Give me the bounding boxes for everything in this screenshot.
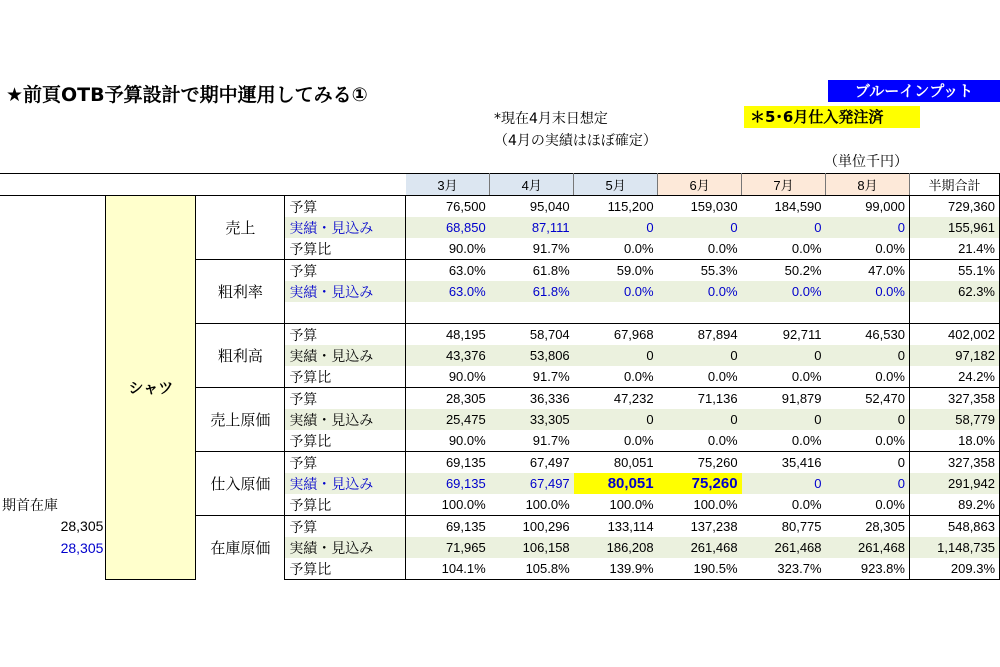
value-cell: 186,208 [574, 537, 658, 558]
row-label: 実績・見込み [285, 537, 406, 558]
value-cell: 0.0% [707, 433, 738, 448]
value-cell: 1,148,735 [909, 537, 999, 558]
value-cell: 28,305 [826, 516, 910, 538]
value-cell: 0.0% [574, 281, 658, 302]
value-cell: 80,775 [742, 516, 826, 538]
value-cell: 43,376 [406, 345, 490, 366]
value-cell: 80,051 [574, 473, 658, 494]
value-cell: 0.0% [875, 433, 905, 448]
value-cell: 0 [574, 409, 658, 430]
left-margin-cell [0, 409, 106, 430]
row-label: 予算 [285, 196, 406, 218]
value-cell: 90.0% [448, 369, 486, 384]
left-margin-cell [0, 302, 106, 324]
row-label: 予算比 [285, 494, 406, 516]
value-cell: 95,040 [490, 196, 574, 218]
value-cell: 159,030 [658, 196, 742, 218]
value-cell [406, 302, 490, 324]
opening-stock-actual: 28,305 [60, 539, 104, 556]
value-cell: 323.7% [742, 558, 826, 580]
value-cell: 139.9% [574, 558, 658, 580]
value-cell: 91.7% [532, 369, 570, 384]
value-cell: 0.0% [791, 369, 822, 384]
value-cell: 55.3% [658, 260, 742, 282]
value-cell: 69,135 [406, 452, 490, 474]
row-label: 予算 [285, 324, 406, 346]
row-label: 予算 [285, 452, 406, 474]
order-placed-badge: ＊5･6月仕入発注済 [744, 106, 920, 128]
value-cell: 0.0% [623, 433, 654, 448]
value-cell: 0.0% [791, 433, 822, 448]
value-cell: 729,360 [909, 196, 999, 218]
value-cell: 67,968 [574, 324, 658, 346]
product-label: シャツ [106, 196, 196, 580]
value-cell: 104.1% [406, 558, 490, 580]
value-cell: 62.3% [909, 281, 999, 302]
value-cell: 261,468 [826, 537, 910, 558]
category-label: 仕入原価 [196, 452, 285, 516]
unit-label: （単位千円） [824, 154, 908, 170]
value-cell: 99,000 [826, 196, 910, 218]
left-margin-cell [0, 196, 106, 218]
value-cell: 71,965 [406, 537, 490, 558]
value-cell: 50.2% [742, 260, 826, 282]
value-cell: 0.0% [742, 281, 826, 302]
category-label: 売上原価 [196, 388, 285, 452]
left-margin-cell [0, 366, 106, 388]
row-label: 予算比 [285, 430, 406, 452]
value-cell: 190.5% [658, 558, 742, 580]
value-cell: 28,305 [406, 388, 490, 410]
category-label: 在庫原価 [196, 516, 285, 580]
value-cell: 0.0% [826, 281, 910, 302]
header-row [0, 174, 1000, 196]
value-cell: 137,238 [658, 516, 742, 538]
value-cell: 21.4% [909, 238, 999, 260]
value-cell: 548,863 [909, 516, 999, 538]
value-cell: 0.0% [707, 369, 738, 384]
value-cell: 24.2% [909, 366, 999, 388]
value-cell: 97,182 [909, 345, 999, 366]
value-cell: 0.0% [791, 497, 822, 512]
value-cell: 402,002 [909, 324, 999, 346]
value-cell: 0 [826, 217, 910, 238]
otb-budget-table [0, 173, 1000, 580]
value-cell: 155,961 [909, 217, 999, 238]
value-cell: 291,942 [909, 473, 999, 494]
value-cell: 923.8% [826, 558, 910, 580]
value-cell: 91.7% [532, 241, 570, 256]
value-cell: 100.0% [609, 497, 654, 512]
value-cell: 69,135 [406, 473, 490, 494]
value-cell: 0.0% [658, 281, 742, 302]
value-cell: 0.0% [875, 241, 905, 256]
value-cell: 0 [574, 345, 658, 366]
row-label: 予算 [285, 516, 406, 538]
left-margin-cell [0, 324, 106, 346]
value-cell: 0 [826, 473, 910, 494]
left-margin-cell [0, 217, 106, 238]
value-cell [490, 302, 574, 324]
row-label: 予算比 [285, 366, 406, 388]
left-margin-cell [0, 430, 106, 452]
category-label: 粗利率 [196, 260, 285, 324]
value-cell: 0 [658, 409, 742, 430]
value-cell: 87,894 [658, 324, 742, 346]
value-cell: 76,500 [406, 196, 490, 218]
value-cell: 0 [742, 217, 826, 238]
row-label: 予算 [285, 260, 406, 282]
left-margin-cell [0, 281, 106, 302]
value-cell: 261,468 [658, 537, 742, 558]
value-cell: 0.0% [875, 369, 905, 384]
value-cell: 63.0% [406, 281, 490, 302]
value-cell: 0 [574, 217, 658, 238]
value-cell: 48,195 [406, 324, 490, 346]
value-cell: 0 [742, 345, 826, 366]
value-cell: 0 [742, 409, 826, 430]
value-cell: 327,358 [909, 388, 999, 410]
value-cell: 90.0% [448, 241, 486, 256]
value-cell [574, 302, 658, 324]
value-cell [826, 302, 910, 324]
value-cell: 61.8% [490, 281, 574, 302]
value-cell: 67,497 [490, 452, 574, 474]
value-cell: 209.3% [909, 558, 999, 580]
opening-stock-budget: 28,305 [60, 518, 104, 535]
row-label: 予算比 [285, 238, 406, 260]
value-cell: 0.0% [707, 241, 738, 256]
value-cell: 115,200 [574, 196, 658, 218]
page-title: ★前頁OTB予算設計で期中運用してみる① [6, 84, 368, 106]
value-cell: 33,305 [490, 409, 574, 430]
value-cell: 53,806 [490, 345, 574, 366]
row-label: 実績・見込み [285, 409, 406, 430]
month-header: 6月 [658, 174, 742, 196]
value-cell: 0 [658, 345, 742, 366]
value-cell: 25,475 [406, 409, 490, 430]
value-cell [909, 302, 999, 324]
value-cell: 87,111 [490, 217, 574, 238]
value-cell: 106,158 [490, 537, 574, 558]
value-cell: 69,135 [406, 516, 490, 538]
value-cell: 0.0% [623, 369, 654, 384]
value-cell: 92,711 [742, 324, 826, 346]
value-cell: 58,704 [490, 324, 574, 346]
row-label: 実績・見込み [285, 281, 406, 302]
value-cell: 47,232 [574, 388, 658, 410]
actuals-note: （4月の実績はほぼ確定） [494, 133, 657, 149]
left-margin-cell [0, 473, 106, 494]
row-label: 予算比 [285, 558, 406, 580]
left-margin-cell [0, 238, 106, 260]
month-header: 4月 [490, 174, 574, 196]
value-cell: 184,590 [742, 196, 826, 218]
row-label: 予算 [285, 388, 406, 410]
assumption-note: *現在4月末日想定 [494, 111, 608, 127]
value-cell: 261,468 [742, 537, 826, 558]
value-cell: 327,358 [909, 452, 999, 474]
month-header: 半期合計 [909, 174, 999, 196]
value-cell: 0 [658, 217, 742, 238]
value-cell: 61.8% [490, 260, 574, 282]
value-cell: 47.0% [826, 260, 910, 282]
month-header: 7月 [742, 174, 826, 196]
row-label: 実績・見込み [285, 345, 406, 366]
value-cell: 59.0% [574, 260, 658, 282]
table-row [0, 196, 1000, 218]
row-label: 実績・見込み [285, 473, 406, 494]
value-cell: 0 [826, 409, 910, 430]
value-cell: 105.8% [490, 558, 574, 580]
row-label: 実績・見込み [285, 217, 406, 238]
value-cell: 0.0% [875, 497, 905, 512]
value-cell: 91,879 [742, 388, 826, 410]
value-cell: 67,497 [490, 473, 574, 494]
value-cell: 18.0% [909, 430, 999, 452]
value-cell [658, 302, 742, 324]
row-label [285, 302, 406, 324]
value-cell: 71,136 [658, 388, 742, 410]
value-cell: 0.0% [623, 241, 654, 256]
value-cell: 0.0% [791, 241, 822, 256]
category-label: 粗利高 [196, 324, 285, 388]
month-header: 8月 [826, 174, 910, 196]
value-cell: 0 [826, 452, 910, 474]
value-cell: 100,296 [490, 516, 574, 538]
value-cell: 89.2% [909, 494, 999, 516]
left-margin-cell [0, 345, 106, 366]
value-cell: 63.0% [406, 260, 490, 282]
value-cell: 100.0% [525, 497, 570, 512]
value-cell: 133,114 [574, 516, 658, 538]
header-blank [0, 174, 406, 196]
left-margin-cell [0, 452, 106, 474]
value-cell: 35,416 [742, 452, 826, 474]
value-cell: 75,260 [658, 452, 742, 474]
value-cell [742, 302, 826, 324]
value-cell: 68,850 [406, 217, 490, 238]
value-cell: 36,336 [490, 388, 574, 410]
value-cell: 52,470 [826, 388, 910, 410]
value-cell: 90.0% [448, 433, 486, 448]
value-cell: 100.0% [693, 497, 738, 512]
value-cell: 46,530 [826, 324, 910, 346]
value-cell: 58,779 [909, 409, 999, 430]
blue-input-badge: ブルーインプット [828, 80, 1000, 102]
value-cell: 80,051 [574, 452, 658, 474]
value-cell: 100.0% [441, 497, 486, 512]
value-cell: 91.7% [532, 433, 570, 448]
left-margin-cell [0, 388, 106, 410]
left-margin-cell [0, 558, 106, 580]
left-margin-cell [0, 260, 106, 282]
category-label: 売上 [196, 196, 285, 260]
value-cell: 0 [742, 473, 826, 494]
value-cell: 75,260 [658, 473, 742, 494]
month-header: 5月 [574, 174, 658, 196]
month-header: 3月 [406, 174, 490, 196]
value-cell: 55.1% [909, 260, 999, 282]
value-cell: 0 [826, 345, 910, 366]
opening-stock-label: 期首在庫 [2, 496, 58, 513]
